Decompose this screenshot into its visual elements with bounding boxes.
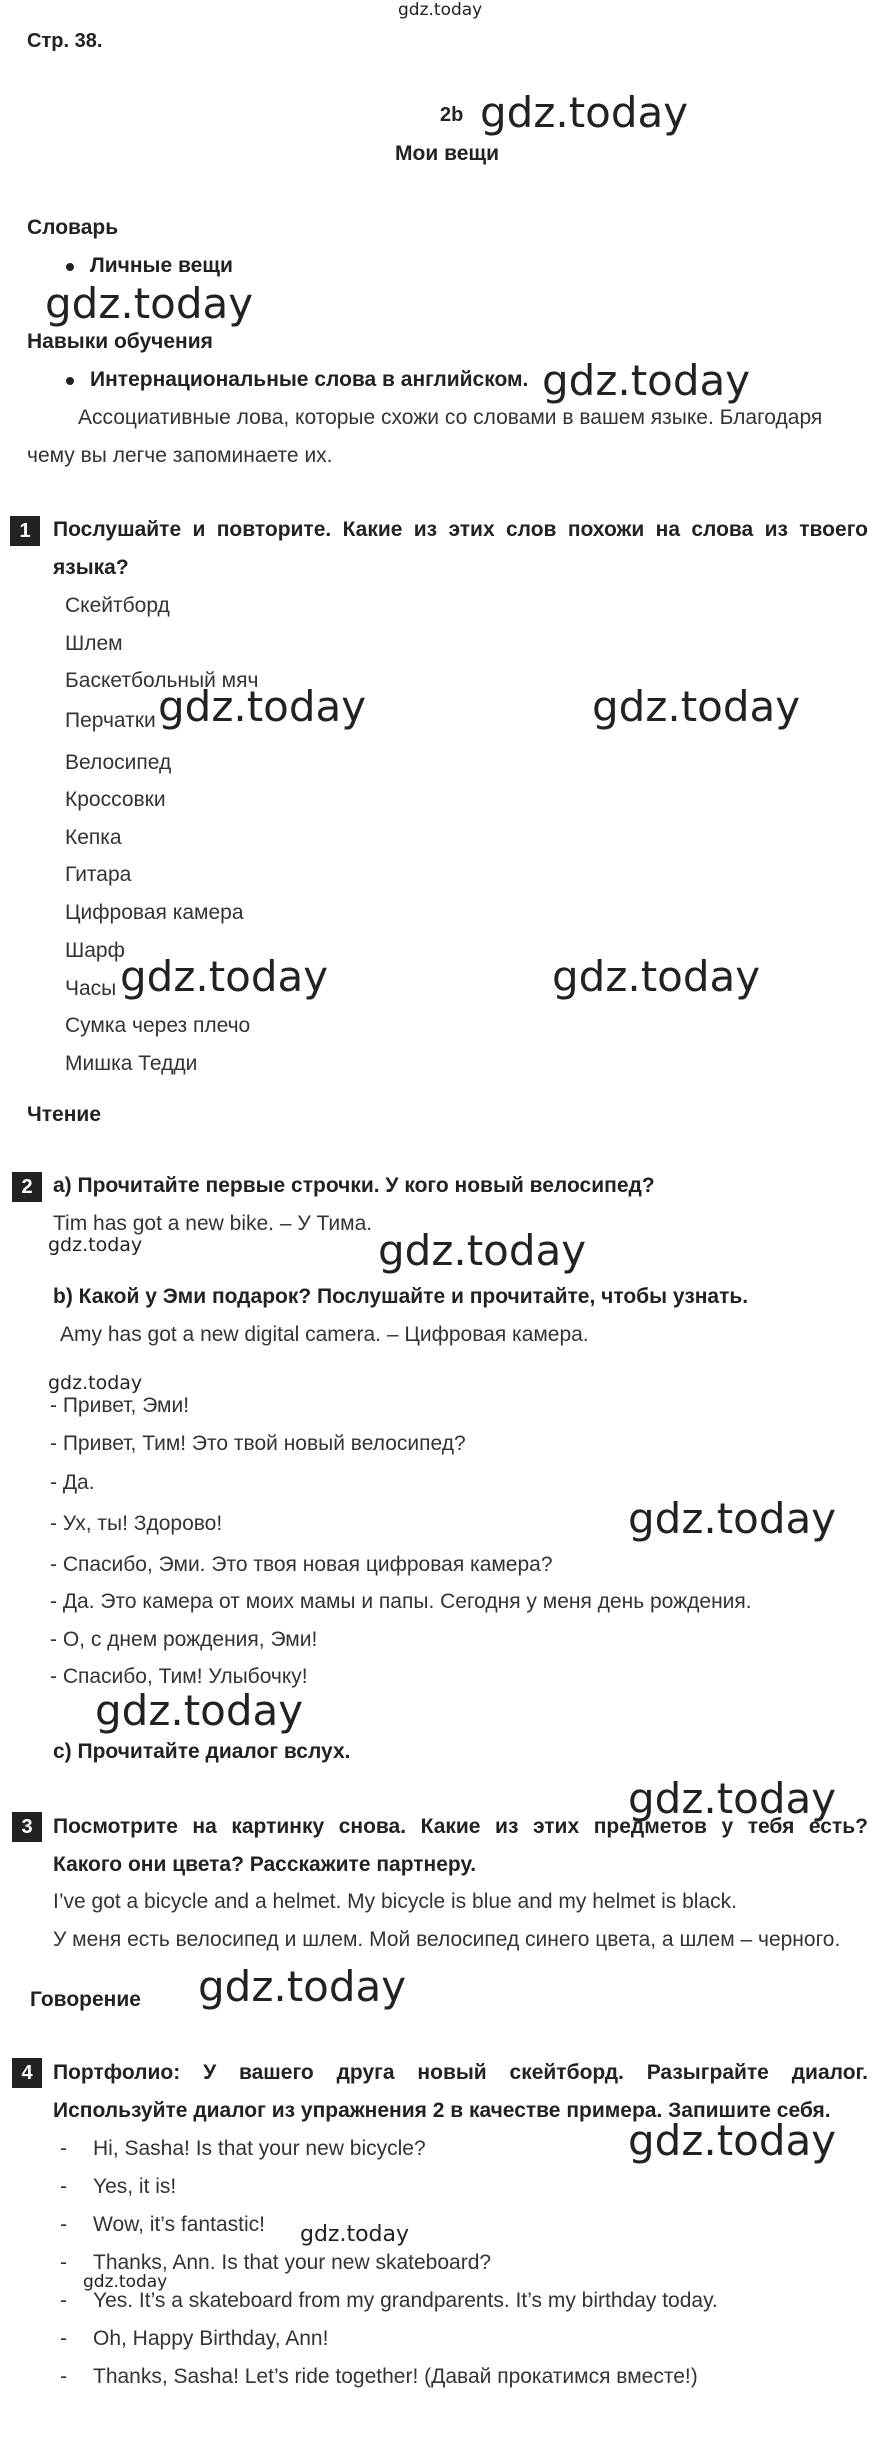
page-number: Стр. 38. [27,30,103,52]
dialogue-line: Yes. It’s a skateboard from my grandparents. It’s my birthday today. [93,2289,718,2312]
dash: - [60,2175,67,2198]
word-item: Шарф [65,939,125,962]
dash: - [60,2213,67,2236]
dialogue-line: Oh, Happy Birthday, Ann! [93,2327,329,2350]
question-b: b) Какой у Эми подарок? Послушайте и прочитайте, чтобы узнать. [53,1285,749,1308]
skills-text-line2: чему вы легче запоминаете их. [27,444,333,467]
watermark: gdz.today [628,2116,837,2165]
vocabulary-item: Личные вещи [90,254,233,277]
word-item: Скейтборд [65,594,170,617]
watermark: gdz.today [45,279,254,328]
word-item: Кепка [65,826,122,849]
page-title: Мои вещи [395,142,500,165]
watermark: gdz.today [158,682,367,731]
watermark: gdz.today [378,1226,587,1275]
word-item: Баскетбольный мяч [65,669,259,692]
dialogue-line: Wow, it’s fantastic! [93,2213,265,2236]
dialogue-line: Thanks, Sasha! Let’s ride together! (Давай прокатимся вместе!) [93,2365,698,2388]
exercise-number: 3 [12,1812,42,1842]
speaking-heading: Говорение [30,1988,141,2011]
word-item: Сумка через плечо [65,1014,251,1037]
exercise-instruction: Посмотрите на картинку снова. Какие из этих предметов у тебя есть? [53,1815,868,1838]
question-c: c) Прочитайте диалог вслух. [53,1740,351,1763]
exercise-instruction: Используйте диалог из упражнения 2 в качестве примера. Запишите себя. [53,2099,831,2122]
watermark: gdz.today [552,952,761,1001]
dash: - [60,2365,67,2388]
watermark-top: gdz.today [398,0,483,20]
watermark: gdz.today [48,1234,143,1256]
answer-b: Amy has got a new digital camera. – Цифровая камера. [60,1323,589,1346]
word-item: Часы [65,977,117,1000]
watermark: gdz.today [83,2272,168,2292]
watermark: gdz.today [628,1494,837,1543]
dialogue-line: Thanks, Ann. Is that your new skateboard? [93,2251,492,2274]
unit-number: 2b [440,104,464,126]
dialogue-line: Hi, Sasha! Is that your new bicycle? [93,2137,426,2160]
dialogue-line: - Спасибо, Эми. Это твоя новая цифровая камера? [50,1553,553,1576]
exercise-number: 2 [12,1172,42,1202]
dash: - [60,2251,67,2274]
watermark: gdz.today [95,1686,304,1735]
answer-english: I’ve got a bicycle and a helmet. My bicycle is blue and my helmet is black. [53,1890,737,1913]
dialogue-line: Yes, it is! [93,2175,177,2198]
answer-russian: У меня есть велосипед и шлем. Мой велосипед синего цвета, а шлем – черного. [53,1928,841,1951]
word-item: Перчатки [65,709,156,732]
watermark: gdz.today [120,952,329,1001]
exercise-number: 1 [10,516,40,546]
exercise-instruction: Послушайте и повторите. Какие из этих слов похожи на слова из твоего [53,518,868,541]
watermark: gdz.today [48,1372,143,1394]
dialogue-line: - О, с днем рождения, Эми! [50,1628,318,1651]
watermark: gdz.today [198,1962,407,2011]
watermark: gdz.today [542,356,751,405]
dialogue-line: - Ух, ты! Здорово! [50,1512,223,1535]
watermark: gdz.today [480,88,689,137]
exercise-instruction: Портфолио: У вашего друга новый скейтборд. Разыграйте диалог. [53,2061,868,2084]
skills-item: Интернациональные слова в английском. [90,368,529,391]
question-a: a) Прочитайте первые строчки. У кого новый велосипед? [53,1174,655,1197]
watermark: gdz.today [592,682,801,731]
dialogue-line: - Спасибо, Тим! Улыбочку! [50,1665,308,1688]
exercise-number: 4 [12,2058,42,2088]
dialogue-line: - Да. Это камера от моих мамы и папы. Сегодня у меня день рождения. [50,1590,752,1613]
dialogue-line: - Да. [50,1471,95,1494]
exercise-instruction: Какого они цвета? Расскажите партнеру. [53,1853,477,1876]
reading-heading: Чтение [27,1103,101,1126]
dash: - [60,2137,67,2160]
word-item: Гитара [65,863,132,886]
answer-a: Tim has got a new bike. – У Тима. [53,1212,373,1235]
dash: - [60,2327,67,2350]
skills-text-line1: Ассоциативные лова, которые схожи со словами в вашем языке. Благодаря [78,406,823,429]
dialogue-line: - Привет, Тим! Это твой новый велосипед? [50,1432,466,1455]
word-item: Кроссовки [65,788,166,811]
dialogue-line: - Привет, Эми! [50,1394,190,1417]
skills-heading: Навыки обучения [27,330,213,353]
dash: - [60,2289,67,2312]
word-item: Цифровая камера [65,901,244,924]
word-item: Мишка Тедди [65,1052,198,1075]
vocabulary-heading: Словарь [27,216,119,239]
word-item: Шлем [65,632,123,655]
watermark: gdz.today [628,1774,837,1823]
exercise-instruction: языка? [53,556,129,579]
word-item: Велосипед [65,751,172,774]
watermark: gdz.today [300,2222,410,2247]
